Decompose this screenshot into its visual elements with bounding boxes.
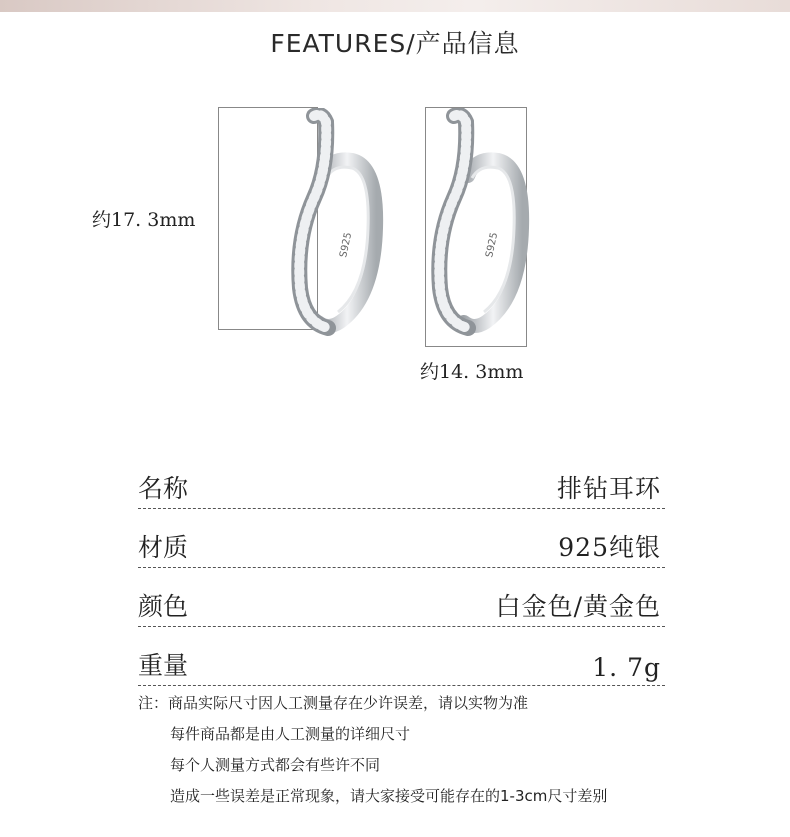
earring-image-left bbox=[270, 108, 390, 338]
spec-row-name bbox=[138, 450, 665, 509]
note-line: 注：商品实际尺寸因人工测量存在少许误差，请以实物为准 bbox=[138, 694, 529, 712]
spec-key: 颜色 bbox=[138, 592, 189, 621]
earring-image-right bbox=[416, 108, 536, 338]
note-line: 每个人测量方式都会有些许不同 bbox=[170, 756, 381, 774]
height-dimension-label: 约17. 3mm bbox=[92, 209, 196, 231]
spec-value: 925纯银 bbox=[558, 533, 661, 562]
spec-key: 重量 bbox=[138, 651, 189, 680]
spec-value: 1. 7g bbox=[592, 653, 661, 682]
s925-stamp: S925 bbox=[484, 231, 501, 259]
top-banner-strip bbox=[0, 0, 790, 12]
note-line: 造成一些误差是正常现象，请大家接受可能存在的1-3cm尺寸差别 bbox=[170, 787, 608, 805]
product-image-area bbox=[0, 90, 790, 390]
spec-value: 排钻耳环 bbox=[556, 474, 661, 503]
note-line: 每件商品都是由人工测量的详细尺寸 bbox=[170, 725, 411, 743]
spec-value: 白金色/黄金色 bbox=[495, 592, 661, 621]
spec-row-material bbox=[138, 509, 665, 568]
notes-section bbox=[138, 692, 758, 816]
page-title: FEATURES/产品信息 bbox=[270, 29, 520, 58]
spec-row-color bbox=[138, 568, 665, 627]
width-dimension-label: 约14. 3mm bbox=[420, 361, 524, 383]
spec-table bbox=[138, 450, 665, 686]
spec-row-weight bbox=[138, 627, 665, 686]
spec-key: 材质 bbox=[138, 533, 189, 562]
spec-key: 名称 bbox=[138, 474, 189, 503]
s925-stamp: S925 bbox=[338, 231, 355, 259]
